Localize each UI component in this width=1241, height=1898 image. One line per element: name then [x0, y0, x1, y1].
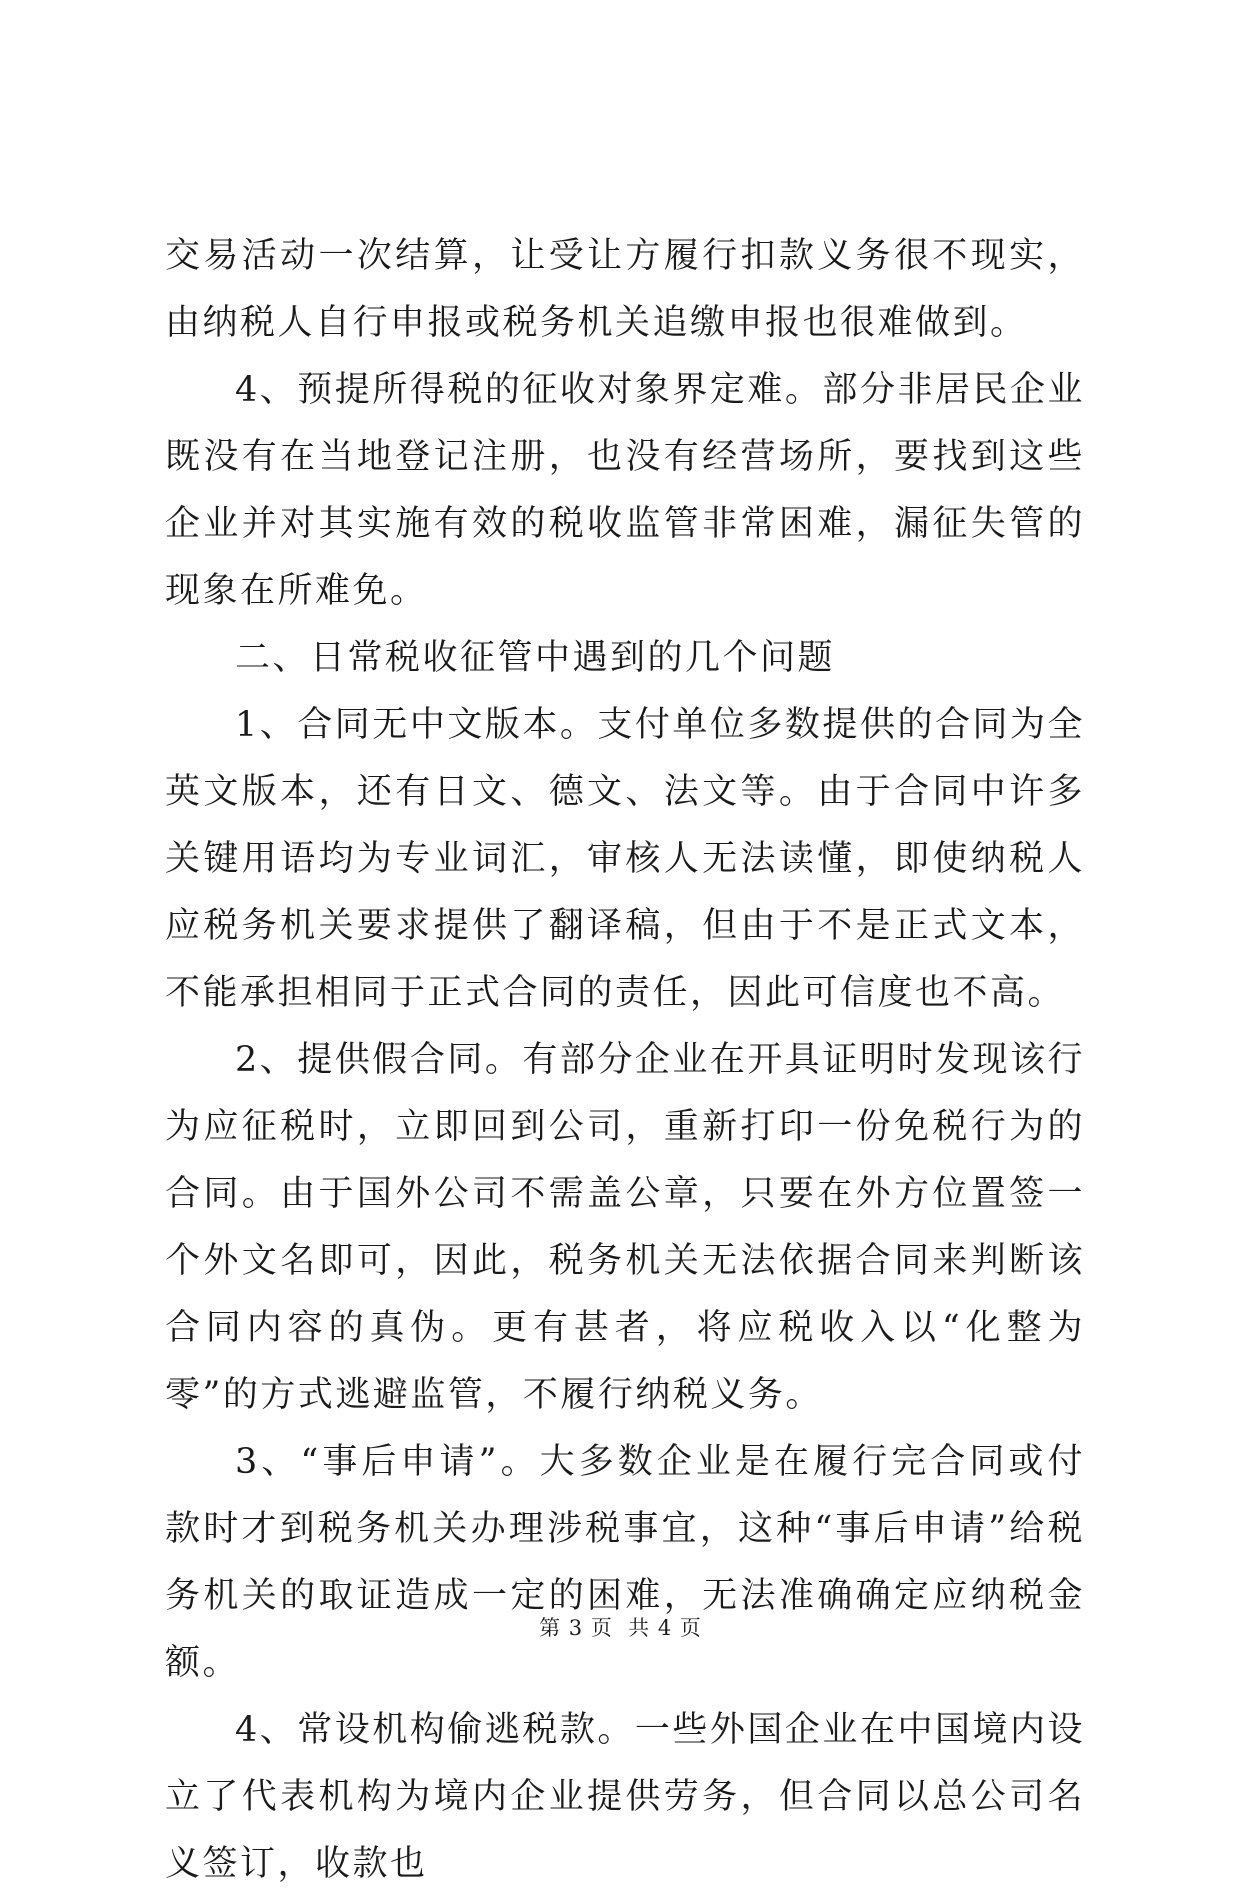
paragraph-item-4-permanent-establishment: 4、常设机构偷逃税款。一些外国企业在中国境内设立了代表机构为境内企业提供劳务，但合同以总公司名义签订，收款也	[165, 1710, 1085, 1884]
page-number-label: 第 3 页 共 4 页	[539, 1616, 702, 1640]
paragraph-continuation: 交易活动一次结算，让受让方履行扣款义务很不现实，由纳税人自行申报或税务机关追缴申报也很难做到。	[165, 236, 1085, 343]
section-heading-2: 二、日常税收征管中遇到的几个问题	[235, 638, 836, 678]
paragraph-item-1-contract-language: 1、合同无中文版本。支付单位多数提供的合同为全英文版本，还有日文、德文、法文等。由于合同中许多关键用语均为专业词汇，审核人无法读懂，即使纳税人应税务机关要求提供了翻译稿，但由于不是正式文本，不能承担相同于正式合同的责任，因此可信度也不高。	[165, 705, 1085, 1013]
paragraph-item-3-post-application: 3、“事后申请”。大多数企业是在履行完合同或付款时才到税务机关办理涉税事宜，这种“事后申请”给税务机关的取证造成一定的困难，无法准确确定应纳税金额。	[165, 1442, 1085, 1683]
paragraph-item-2-fake-contract: 2、提供假合同。有部分企业在开具证明时发现该行为应征税时，立即回到公司，重新打印一份免税行为的合同。由于国外公司不需盖公章，只要在外方位置签一个外文名即可，因此，税务机关无法依据合同来判断该合同内容的真伪。更有甚者，将应税收入以“化整为零”的方式逃避监管，不履行纳税义务。	[165, 1040, 1085, 1415]
page-footer	[0, 1612, 1241, 1642]
document-body	[165, 223, 1085, 1898]
paragraph-item-4-withholding-tax: 4、预提所得税的征收对象界定难。部分非居民企业既没有在当地登记注册，也没有经营场所，要找到这些企业并对其实施有效的税收监管非常困难，漏征失管的现象在所难免。	[165, 370, 1085, 611]
